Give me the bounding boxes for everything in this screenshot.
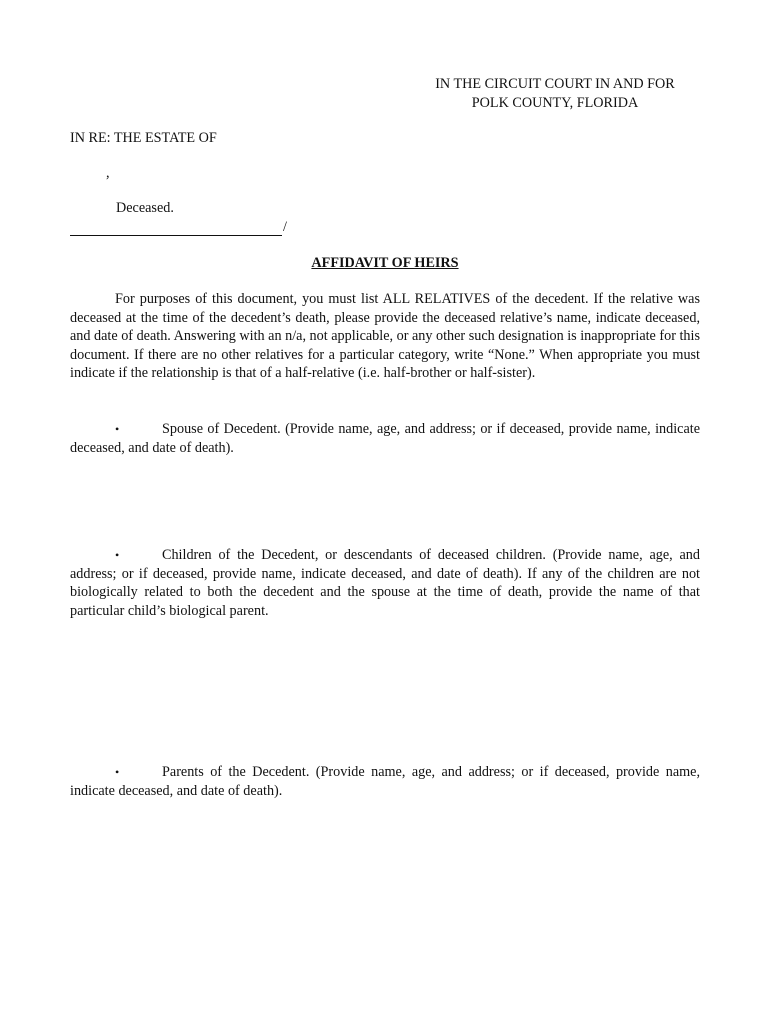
document-title: AFFIDAVIT OF HEIRS bbox=[311, 255, 459, 271]
estate-caption-label: IN RE: THE ESTATE OF bbox=[70, 130, 217, 146]
intro-paragraph: For purposes of this document, you must list ALL RELATIVES of the decedent. If the relative was deceased at the time of the decedent’s death, please provide the deceased relative’s name, indicate deceased, and date of death. Answering with an n/a, not applicable, or any other such designation is inappropriate for this document. If there are no other relatives for a particular category, write “None.” When appropriate you must indicate if the relationship is that of a half-relative (i.e. half-brother or half-sister). bbox=[70, 291, 700, 381]
deceased-label: Deceased. bbox=[116, 200, 174, 216]
parents-section bbox=[70, 763, 700, 800]
bullet-icon: • bbox=[115, 422, 120, 436]
spouse-instructions: Spouse of Decedent. (Provide name, age, and address; or if deceased, provide name, indicate deceased, and date of death). bbox=[70, 421, 700, 456]
parents-instructions: Parents of the Decedent. (Provide name, age, and address; or if deceased, provide name, indicate deceased, and date of death). bbox=[70, 764, 700, 799]
bullet-icon: • bbox=[115, 765, 120, 779]
children-section bbox=[70, 546, 700, 620]
decedent-name-blank: , bbox=[106, 165, 110, 181]
spouse-section bbox=[70, 420, 700, 457]
bullet-icon: • bbox=[115, 548, 120, 562]
court-header-line-1: IN THE CIRCUIT COURT IN AND FOR bbox=[435, 76, 675, 92]
caption-slash: / bbox=[283, 219, 287, 235]
court-header-line-2: POLK COUNTY, FLORIDA bbox=[471, 95, 639, 111]
children-instructions: Children of the Decedent, or descendants of deceased children. (Provide name, age, and address; or if deceased, provide name, indicate deceased, and date of death). If any of the children are not biologically related to both the decedent and the spouse at the time of death, provide the name of that particular child’s biological parent. bbox=[70, 547, 700, 619]
court-header bbox=[400, 75, 710, 113]
caption-signature-line bbox=[70, 219, 287, 236]
caption-underline bbox=[70, 223, 282, 236]
